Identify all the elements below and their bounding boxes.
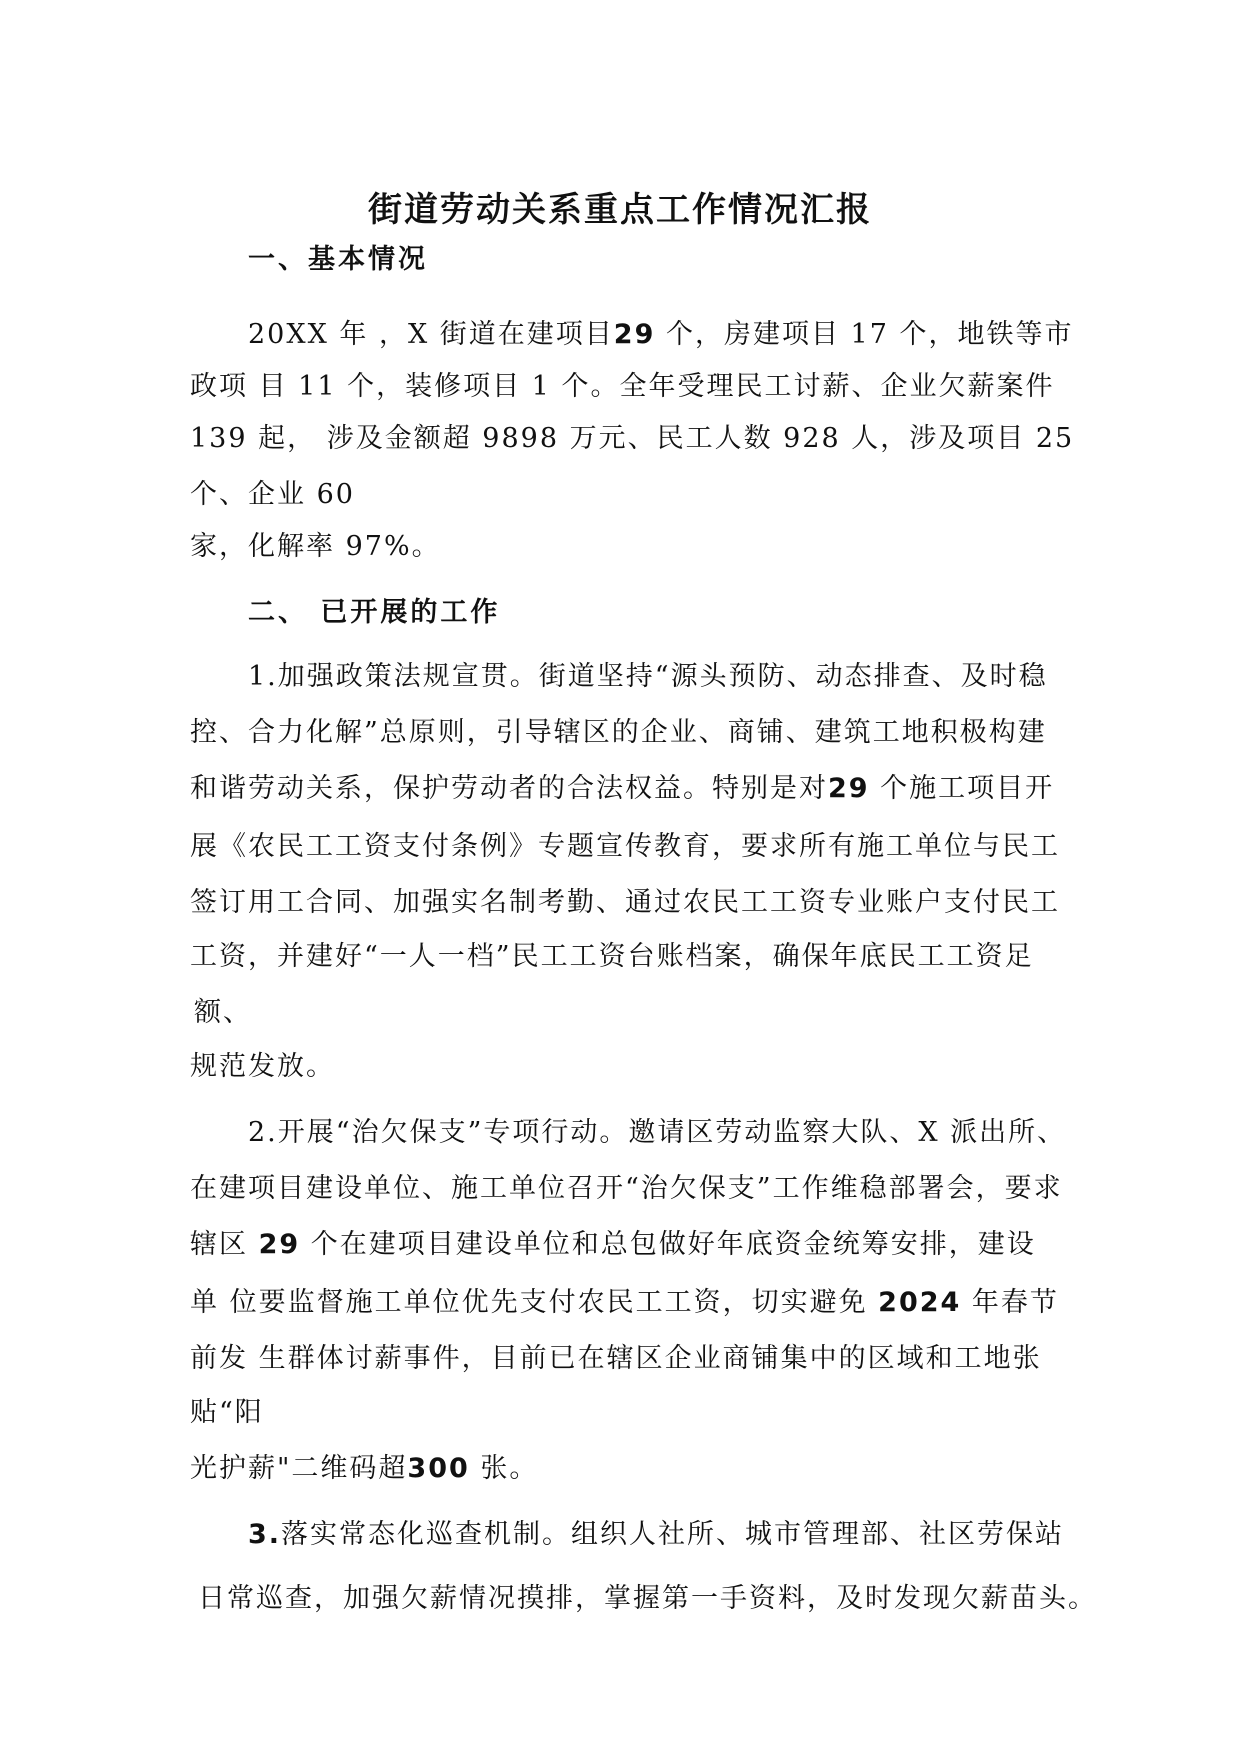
text-run: 个，房建项目 17 个，地铁等市 [655,319,1074,350]
paragraph-line: 贴“阳 [190,1397,264,1428]
paragraph-line: 额、 [194,997,252,1028]
paragraph-line: 签订用工合同、加强实名制考勤、通过农民工工资专业账户支付民工 [190,887,1060,918]
paragraph-line: 在建项目建设单位、施工单位召开“治欠保支”工作维稳部署会，要求 [190,1173,1063,1204]
section-heading-basic: 一、基本情况 [248,244,428,275]
paragraph-line: 规范发放。 [190,1051,335,1082]
paragraph-line: 1.加强政策法规宣贯。街道坚持“源头预防、动态排查、及时稳 [248,661,1048,692]
text-run: 落实常态化巡查机制。组织人社所、城市管理部、社区劳保站 [281,1519,1065,1550]
bold-number: 300 [407,1453,470,1484]
text-run: 年春节 [961,1287,1059,1318]
paragraph-line: 前发 生群体讨薪事件，目前已在辖区企业商铺集中的区域和工地张 [190,1343,1042,1374]
text-run: 张。 [469,1453,539,1484]
bold-number: 29 [613,319,656,350]
paragraph-line: 日常巡查，加强欠薪情况摸排，掌握第一手资料，及时发现欠薪苗头。 [198,1583,1097,1614]
text-run: 个施工项目开 [869,773,1055,804]
text-run: 单 位要监督施工单位优先支付农民工工资，切实避免 [190,1287,879,1318]
paragraph-line: 139 起， 涉及金额超 9898 万元、民工人数 928 人，涉及项目 25 [190,423,1075,454]
paragraph-line: 展《农民工工资支付条例》专题宣传教育，要求所有施工单位与民工 [190,831,1060,862]
document-title: 街道劳动关系重点工作情况汇报 [368,190,872,230]
text-run: 辖区 [190,1229,259,1260]
bold-number: 29 [828,773,870,804]
paragraph-line: 政项 目 11 个，装修项目 1 个。全年受理民工讨薪、企业欠薪案件 [190,371,1055,402]
paragraph-line [248,1518,1064,1552]
paragraph-line [190,1452,538,1486]
text-run: 和谐劳动关系，保护劳动者的合法权益。特别是对 [190,773,828,804]
bold-number: 3. [248,1519,282,1550]
paragraph-line: 控、合力化解”总原则，引导辖区的企业、商铺、建筑工地积极构建 [190,717,1047,748]
text-run: 光护薪"二维码超 [190,1453,408,1484]
bold-number: 29 [258,1229,301,1260]
paragraph-line [190,772,1054,806]
paragraph-line [190,1228,1036,1262]
bold-number: 2024 [878,1287,962,1318]
paragraph-line: 2.开展“治欠保支”专项行动。邀请区劳动监察大队、X 派出所、 [248,1117,1067,1148]
paragraph-line: 个、企业 60 [190,479,355,510]
paragraph-line [248,318,1073,352]
section-heading-work-done: 二、 已开展的工作 [248,597,501,628]
paragraph-line: 工资，并建好“一人一档”民工工资台账档案，确保年底民工工资足 [190,941,1034,972]
text-run: 个在建项目建设单位和总包做好年底资金统筹安排，建设 [300,1229,1036,1260]
paragraph-line [190,1286,1059,1320]
text-run: 20XX 年 ，X 街道在建项目 [248,319,614,350]
paragraph-line: 家，化解率 97%。 [190,531,441,562]
